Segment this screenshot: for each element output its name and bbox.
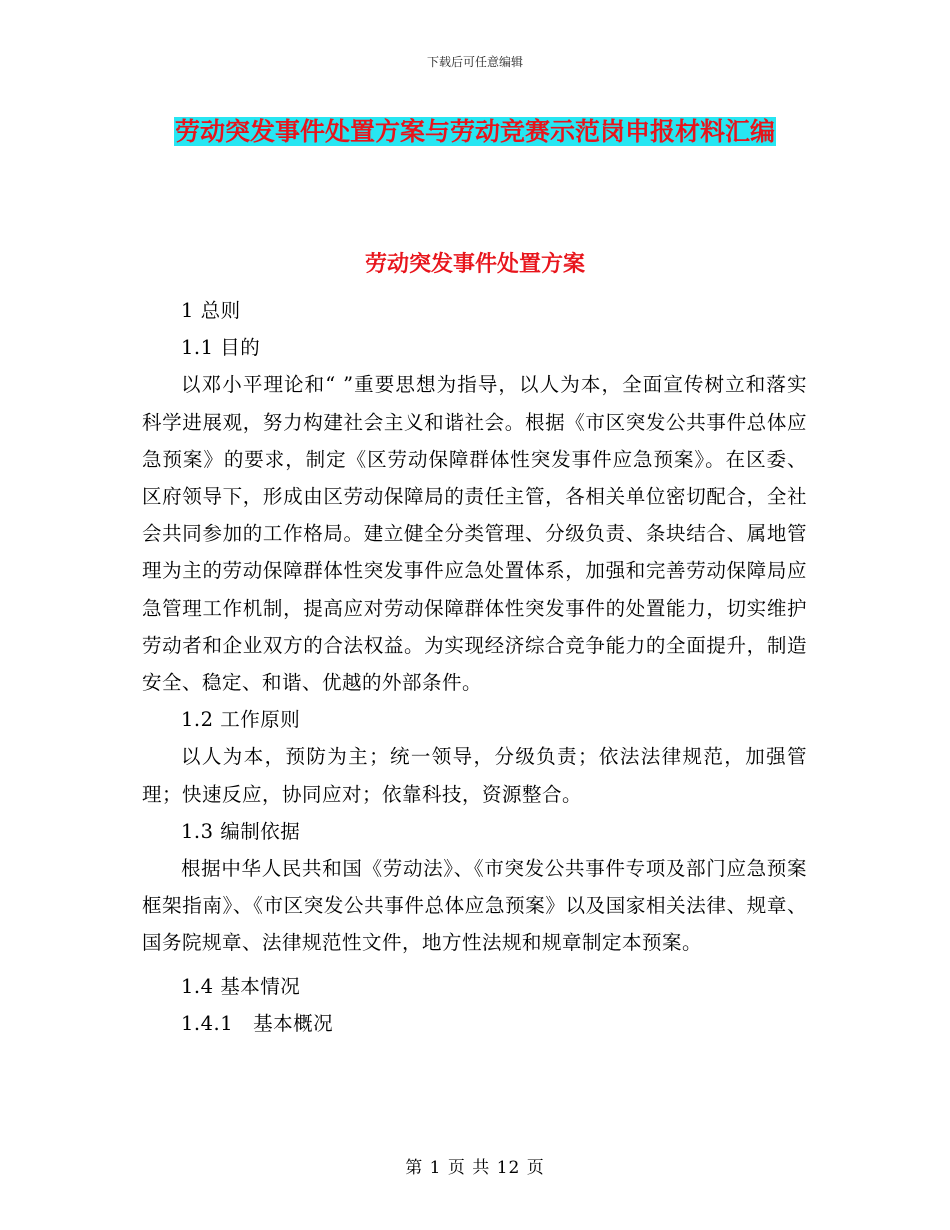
header-note: 下载后可任意编辑 (426, 55, 523, 69)
heading-principles: 1.2 工作原则 (181, 708, 301, 732)
page-footer: 第 1 页 共 12 页 (405, 1158, 545, 1178)
paragraph-basis: 根据中华人民共和国《劳动法》、《市突发公共事件专项及部门应急预案框架指南》、《市区突发公共事件总体应急预案》以及国家相关法律、规章、国务院规章、法律规范性文件，地方性法规和规章制定本预案。 (142, 857, 807, 955)
section-title: 劳动突发事件处置方案 (364, 251, 585, 277)
paragraph-purpose: 以邓小平理论和“ ”重要思想为指导，以人为本，全面宣传树立和落实科学进展观，努力构建社会主义和谐社会。根据《市区突发公共事件总体应急预案》的要求，制定《区劳动保障群体性突发事件应急预案》。在区委、区府领导下，形成由区劳动保障局的责任主管，各相关单位密切配合，全社会共同参加的工作格局。建立健全分类管理、分级负责、条块结合、属地管理为主的劳动保障群体性突发事件应急处置体系，加强和完善劳动保障局应急管理工作机制，提高应对劳动保障群体性突发事件的处置能力，切实维护劳动者和企业双方的合法权益。为实现经济综合竞争能力的全面提升，制造安全、稳定、和谐、优越的外部条件。 (142, 373, 807, 695)
document-title (140, 108, 810, 155)
heading-basis: 1.3 编制依据 (181, 819, 301, 843)
heading-general: 1 总则 (181, 299, 241, 322)
heading-purpose: 1.1 目的 (181, 336, 261, 360)
paragraph-principles: 以人为本，预防为主；统一领导，分级负责；依法法律规范，加强管理；快速反应，协同应对；依靠科技，资源整合。 (142, 745, 807, 806)
document-body (142, 292, 807, 1042)
heading-basic-situation: 1.4 基本情况 (181, 974, 301, 998)
document-title-text: 劳动突发事件处置方案与劳动竞赛示范岗申报材料汇编 (174, 117, 775, 146)
heading-basic-overview: 1.4.1 基本概况 (181, 1011, 334, 1035)
